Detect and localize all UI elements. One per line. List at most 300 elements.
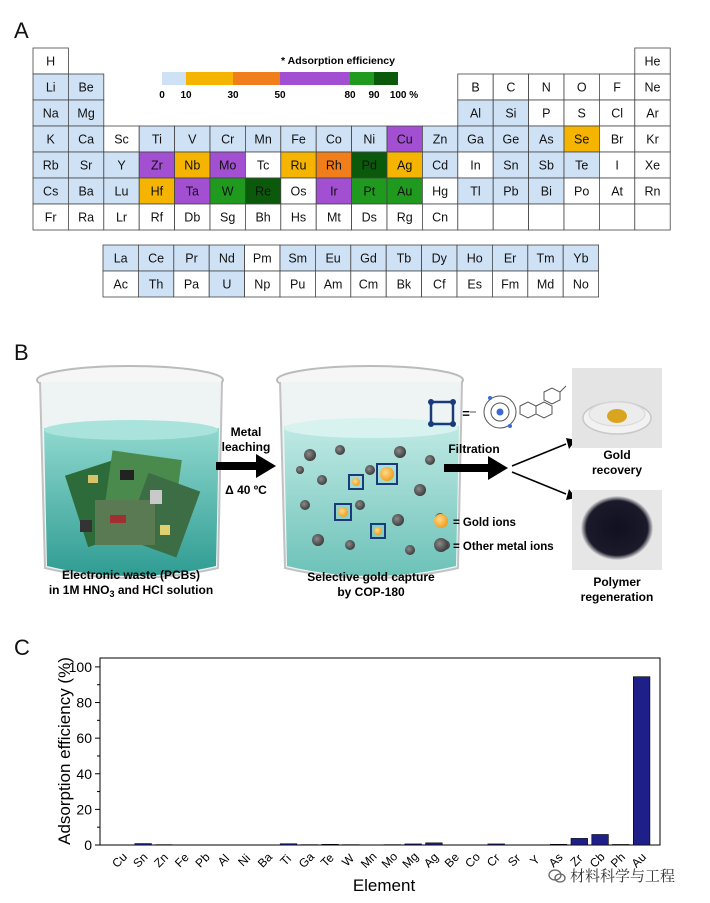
element-symbol: C [506, 80, 516, 95]
element-cell [493, 178, 528, 204]
element-symbol: Ac [113, 277, 128, 292]
element-cell [458, 204, 493, 230]
element-symbol: Lu [114, 184, 129, 199]
element-symbol: Ba [78, 184, 94, 199]
element-symbol: Re [255, 184, 272, 199]
element-symbol: Cn [432, 210, 449, 225]
element-symbol: Bk [396, 277, 412, 292]
element-cell [493, 74, 528, 100]
element-cell [33, 204, 68, 230]
element-cell [386, 245, 421, 271]
element-symbol: Np [254, 277, 271, 292]
element-cell [635, 204, 670, 230]
element-cell [351, 245, 386, 271]
element-symbol: Cl [611, 106, 624, 121]
element-cell [33, 48, 68, 74]
element-symbol: Pb [503, 184, 519, 199]
bar [135, 844, 152, 845]
element-cell [563, 271, 598, 297]
element-cell [564, 100, 599, 126]
element-cell [316, 126, 351, 152]
element-symbol: Gd [360, 251, 377, 266]
element-symbol: Fm [501, 277, 520, 292]
panel-label-c: C [14, 635, 30, 660]
element-symbol: I [615, 158, 619, 173]
element-symbol: Sn [503, 158, 519, 173]
element-symbol: Rn [644, 184, 661, 199]
element-symbol: Sc [114, 132, 129, 147]
legend-tick: 80 [344, 90, 356, 101]
element-symbol: Y [117, 158, 126, 173]
beaker2-caption-line2: by COP-180 [337, 585, 405, 599]
element-symbol: Nb [184, 158, 201, 173]
element-cell [352, 126, 387, 152]
element-symbol: Sg [220, 210, 236, 225]
element-symbol: Tb [396, 251, 412, 266]
element-symbol: Pd [361, 158, 377, 173]
x-tick-label: Al [214, 851, 233, 869]
bar [405, 844, 422, 845]
x-tick-label: Sr [504, 850, 524, 870]
element-symbol: Db [184, 210, 201, 225]
element-symbol: K [46, 132, 55, 147]
element-cell [493, 100, 528, 126]
element-cell [68, 152, 103, 178]
element-symbol: Cf [433, 277, 446, 292]
element-symbol: Ta [185, 184, 199, 199]
element-symbol: Os [290, 184, 307, 199]
element-symbol: Fr [44, 210, 57, 225]
element-cell [103, 271, 138, 297]
element-symbol: Ds [361, 210, 377, 225]
element-cell [68, 74, 103, 100]
leaching-label-line2: leaching [221, 440, 271, 454]
beaker-electronic-waste [37, 366, 223, 578]
element-symbol: Na [42, 106, 59, 121]
element-cell [139, 126, 174, 152]
legend-tick: 30 [227, 90, 239, 101]
element-symbol: Ar [646, 106, 659, 121]
element-cell [210, 178, 245, 204]
bar [633, 677, 650, 845]
element-symbol: Cr [221, 132, 235, 147]
element-cell [386, 271, 421, 297]
element-cell [635, 100, 670, 126]
element-symbol: Pm [252, 251, 272, 266]
element-symbol: Ti [151, 132, 162, 147]
legend-tick: 50 [274, 90, 286, 101]
periodic-table [0, 0, 710, 300]
element-symbol: Rb [42, 158, 59, 173]
element-cell [564, 178, 599, 204]
element-cell [68, 100, 103, 126]
x-tick-label: Au [628, 850, 649, 871]
bar [426, 843, 443, 845]
x-tick-label: Sn [130, 850, 151, 871]
element-cell [493, 126, 528, 152]
element-cell [529, 178, 564, 204]
gold-recovery-label-line1: Gold [603, 448, 631, 462]
element-cell [175, 178, 210, 204]
x-tick-label: Mg [399, 849, 422, 872]
element-symbol: Au [397, 184, 413, 199]
element-cell [528, 245, 563, 271]
element-symbol: Rh [325, 158, 342, 173]
bar [280, 844, 297, 845]
element-symbol: Te [575, 158, 589, 173]
element-cell [139, 178, 174, 204]
element-symbol: Cs [43, 184, 59, 199]
element-symbol: Zr [150, 158, 163, 173]
x-tick-label: Cb [586, 849, 608, 871]
split-arrows [512, 438, 576, 500]
element-symbol: S [577, 106, 586, 121]
polymer-label-line2: regeneration [580, 590, 654, 604]
element-cell [104, 178, 139, 204]
element-symbol: Rg [396, 210, 413, 225]
element-symbol: He [644, 54, 661, 69]
element-symbol: Sm [288, 251, 308, 266]
element-symbol: Es [467, 277, 482, 292]
element-symbol: Dy [431, 251, 447, 266]
element-cell [139, 204, 174, 230]
element-symbol: Bh [255, 210, 271, 225]
element-cell [316, 152, 351, 178]
y-tick-label: 80 [76, 694, 92, 711]
element-cell [281, 152, 316, 178]
element-cell [635, 74, 670, 100]
beaker1-caption-line2: in 1M $HNO_3$ and HCl solution [48, 583, 214, 599]
element-cell [635, 178, 670, 204]
element-symbol: La [113, 251, 128, 266]
element-symbol: Hg [432, 184, 449, 199]
element-cell [564, 74, 599, 100]
element-cell [209, 271, 244, 297]
element-cell [68, 204, 103, 230]
legend-swatch [374, 72, 398, 85]
element-cell [422, 152, 457, 178]
x-tick-label: Cu [109, 849, 130, 871]
legend-swatch [350, 72, 374, 85]
element-cell [457, 271, 492, 297]
element-cell [210, 152, 245, 178]
bar [571, 838, 588, 845]
element-symbol: Tc [256, 158, 270, 173]
legend-swatch [162, 72, 186, 85]
element-symbol: W [221, 184, 234, 199]
legend-tick: 0 [159, 90, 165, 101]
element-symbol: Xe [644, 158, 661, 173]
legend-swatch [233, 72, 280, 85]
element-cell [280, 271, 315, 297]
element-cell [529, 100, 564, 126]
element-symbol: F [613, 80, 621, 95]
x-tick-label: Cr [483, 850, 503, 870]
element-cell [458, 100, 493, 126]
element-cell [138, 271, 173, 297]
panel-label-b: B [14, 340, 29, 365]
element-cell [492, 245, 527, 271]
element-symbol: Ir [330, 184, 338, 199]
element-cell [174, 271, 209, 297]
element-symbol: Ce [148, 251, 165, 266]
element-cell [458, 74, 493, 100]
other-ions-label: = Other metal ions [453, 541, 554, 553]
element-cell [564, 204, 599, 230]
element-cell [458, 126, 493, 152]
element-cell [457, 245, 492, 271]
element-symbol: Fe [291, 132, 306, 147]
element-cell [210, 204, 245, 230]
element-cell [352, 178, 387, 204]
element-cell [33, 178, 68, 204]
element-cell [422, 178, 457, 204]
element-cell [175, 126, 210, 152]
x-tick-label: Mn [357, 849, 380, 872]
element-cell [352, 152, 387, 178]
element-cell [493, 204, 528, 230]
element-cell [528, 271, 563, 297]
element-symbol: H [46, 54, 56, 69]
adsorption-bar-chart [0, 633, 710, 903]
element-symbol: Am [323, 277, 343, 292]
element-symbol: Cu [396, 132, 413, 147]
element-cell [245, 204, 280, 230]
legend-swatch [280, 72, 350, 85]
x-tick-label: Zn [151, 850, 171, 871]
element-cell [33, 74, 68, 100]
element-symbol: Si [505, 106, 517, 121]
element-symbol: Rf [150, 210, 164, 225]
element-symbol: Cm [358, 277, 379, 292]
polymer-label-line1: Polymer [593, 575, 641, 589]
element-symbol: Mg [77, 106, 95, 121]
element-symbol: Li [45, 80, 56, 95]
process-diagram [0, 340, 710, 630]
x-tick-label: Fe [171, 850, 192, 871]
x-tick-label: Ga [295, 849, 318, 871]
x-tick-label: Y [527, 852, 543, 868]
element-symbol: Cd [432, 158, 449, 173]
element-symbol: As [539, 132, 554, 147]
element-symbol: Hf [150, 184, 164, 199]
element-symbol: Mn [254, 132, 272, 147]
x-tick-label: Ba [254, 850, 276, 871]
element-symbol: Co [325, 132, 342, 147]
element-symbol: Ra [78, 210, 95, 225]
x-tick-label: Pb [192, 850, 213, 871]
element-cell [315, 245, 350, 271]
element-symbol: Br [610, 132, 624, 147]
element-cell [529, 204, 564, 230]
element-symbol: Sb [538, 158, 554, 173]
element-symbol: Eu [325, 251, 341, 266]
element-cell [458, 152, 493, 178]
element-cell [245, 152, 280, 178]
element-cell [104, 126, 139, 152]
element-cell [316, 178, 351, 204]
element-symbol: Ge [502, 132, 520, 147]
bar [488, 844, 505, 845]
element-cell [68, 126, 103, 152]
adsorption-legend [159, 55, 418, 101]
legend-title: * Adsorption efficiency [281, 55, 395, 67]
element-symbol: Ne [644, 80, 661, 95]
element-cell [175, 152, 210, 178]
element-symbol: O [576, 80, 587, 95]
element-cell [351, 271, 386, 297]
bar [613, 844, 630, 845]
element-cell [281, 178, 316, 204]
element-cell [175, 204, 210, 230]
element-cell [422, 204, 457, 230]
y-tick-label: 60 [76, 730, 92, 747]
element-symbol: Nd [218, 251, 235, 266]
element-cell [68, 178, 103, 204]
x-tick-label: Zr [567, 851, 586, 870]
element-symbol: Er [503, 251, 517, 266]
element-cell [422, 271, 457, 297]
leaching-label-line1: Metal [230, 425, 262, 439]
element-symbol: Pu [290, 277, 306, 292]
element-cell [599, 178, 634, 204]
element-cell [103, 245, 138, 271]
element-symbol: Pa [183, 277, 200, 292]
element-cell [33, 152, 68, 178]
element-cell [635, 152, 670, 178]
element-cell [599, 152, 634, 178]
element-cell [245, 271, 280, 297]
element-symbol: Mt [326, 210, 341, 225]
filtration-label: Filtration [448, 442, 500, 456]
element-symbol: Tm [536, 251, 555, 266]
element-symbol: Kr [646, 132, 659, 147]
y-tick-label: 0 [84, 837, 92, 853]
gold-ions-label: = Gold ions [453, 517, 516, 529]
element-cell [599, 100, 634, 126]
element-symbol: B [471, 80, 480, 95]
x-tick-label: W [339, 851, 357, 870]
element-cell [458, 178, 493, 204]
polymer-regeneration-photo [572, 490, 662, 570]
element-symbol: Zn [432, 132, 448, 147]
watermark-text: 材料科学与工程 [570, 868, 676, 885]
element-cell [104, 152, 139, 178]
element-symbol: Sr [79, 158, 93, 173]
beaker2-caption-line1: Selective gold capture [307, 570, 435, 584]
element-symbol: Po [574, 184, 590, 199]
element-cell [33, 100, 68, 126]
element-symbol: Be [78, 80, 94, 95]
x-tick-label: Ag [420, 850, 442, 871]
x-tick-label: Ph [607, 850, 629, 871]
element-symbol: Ni [363, 132, 376, 147]
element-cell [422, 126, 457, 152]
legend-swatch [186, 72, 233, 85]
element-symbol: U [222, 277, 232, 292]
element-cell [387, 152, 422, 178]
other-ion-legend-icon [434, 538, 448, 552]
y-axis-title: Adsorption efficiency (%) [55, 657, 74, 845]
element-cell [599, 204, 634, 230]
element-symbol: No [572, 277, 589, 292]
element-symbol: Pt [363, 184, 376, 199]
x-axis-title: Element [352, 876, 416, 895]
element-cell [635, 48, 670, 74]
element-symbol: V [188, 132, 197, 147]
element-symbol: At [611, 184, 624, 199]
element-symbol: P [542, 106, 551, 121]
x-tick-label: Ni [235, 851, 254, 870]
x-tick-label: Ti [277, 851, 295, 869]
equals-sign: = [462, 406, 470, 421]
element-symbol: Ru [290, 158, 307, 173]
element-cell [209, 245, 244, 271]
element-cell [174, 245, 209, 271]
element-cell [599, 74, 634, 100]
element-cell [529, 126, 564, 152]
element-symbol: Ga [467, 132, 484, 147]
element-symbol: Th [148, 277, 164, 292]
element-cell [316, 204, 351, 230]
element-cell [352, 204, 387, 230]
gold-recovery-label-line2: recovery [591, 463, 643, 477]
element-cell [245, 178, 280, 204]
element-cell [387, 126, 422, 152]
legend-tick: 100 % [389, 90, 419, 101]
wechat-icon [548, 869, 566, 883]
element-cell [387, 204, 422, 230]
gold-ion-legend-icon [434, 514, 448, 528]
element-symbol: Bi [540, 184, 552, 199]
element-symbol: Tl [470, 184, 481, 199]
element-cell [280, 245, 315, 271]
element-cell [529, 152, 564, 178]
element-cell [529, 74, 564, 100]
x-tick-label: Be [441, 850, 463, 871]
element-symbol: Yb [573, 251, 589, 266]
element-cell [281, 204, 316, 230]
element-symbol: Ho [466, 251, 483, 266]
bar [322, 844, 339, 845]
legend-tick: 10 [180, 90, 192, 101]
y-tick-label: 40 [76, 765, 92, 782]
element-symbol: N [541, 80, 551, 95]
element-cell [245, 245, 280, 271]
element-symbol: Hs [290, 210, 307, 225]
porphyrin-structure [470, 386, 566, 428]
element-symbol: Ag [397, 158, 413, 173]
element-cell [33, 126, 68, 152]
y-tick-label: 20 [76, 801, 92, 818]
y-tick-label: 100 [68, 658, 92, 675]
element-cell [210, 126, 245, 152]
element-cell [387, 178, 422, 204]
x-tick-label: Te [317, 850, 337, 870]
element-cell [563, 245, 598, 271]
x-tick-label: Mo [378, 849, 401, 872]
element-cell [422, 245, 457, 271]
x-tick-label: As [545, 850, 566, 871]
element-cell [245, 126, 280, 152]
plot-frame [100, 658, 660, 845]
element-cell [139, 152, 174, 178]
beaker1-caption-line1: Electronic waste (PCBs) [61, 568, 201, 582]
element-cell [104, 204, 139, 230]
element-cell [492, 271, 527, 297]
element-cell [493, 152, 528, 178]
element-symbol: Md [536, 277, 555, 292]
